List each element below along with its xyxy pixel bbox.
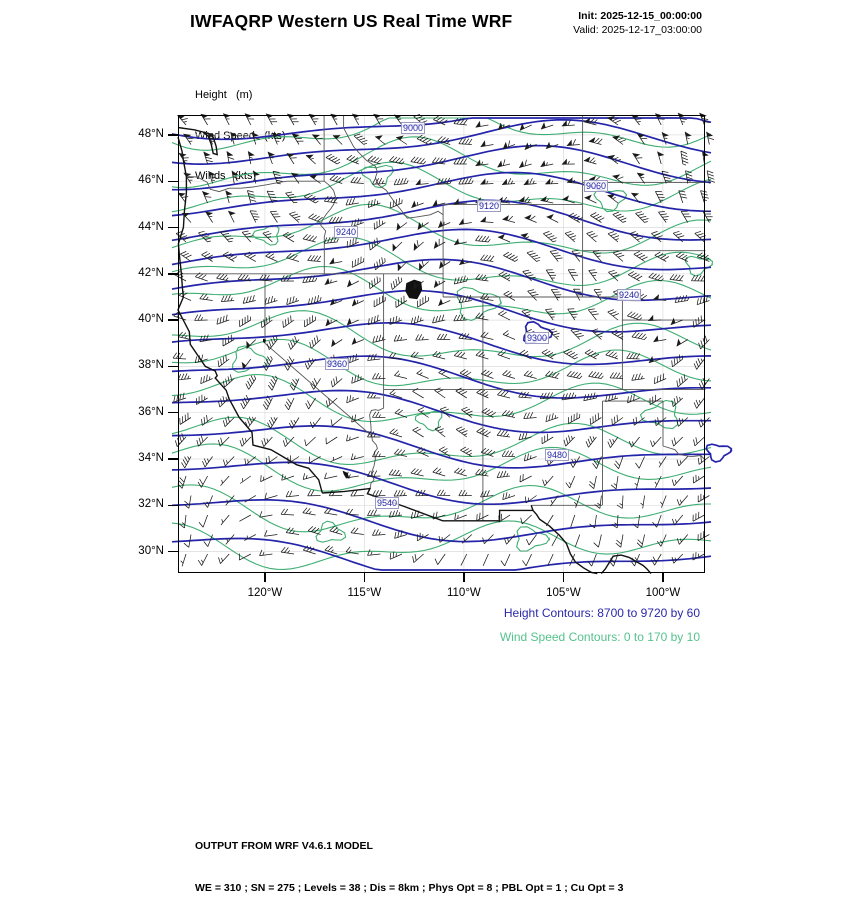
legend-wind-speed: Wind Speed (kts) (195, 129, 286, 142)
page-title: IWFAQRP Western US Real Time WRF (190, 11, 513, 31)
height-contour-label: 9240 (335, 227, 357, 237)
height-contour-label: 9360 (326, 359, 348, 369)
lon-tick (563, 573, 565, 582)
lat-tick (168, 134, 178, 136)
lat-tick-label: 30°N (138, 544, 164, 557)
lat-tick (168, 319, 178, 321)
lat-tick-label: 42°N (138, 266, 164, 279)
lat-tick (168, 551, 178, 553)
lon-tick (264, 573, 266, 582)
lon-tick (463, 573, 465, 582)
valid-time: Valid: 2025-12-17_03:00:00 (573, 24, 702, 36)
lat-tick-label: 48°N (138, 127, 164, 140)
lat-tick-label: 36°N (138, 405, 164, 418)
lon-tick-label: 105°W (546, 587, 581, 599)
lon-tick-label: 120°W (247, 587, 283, 599)
lon-tick-label: 100°W (645, 587, 681, 599)
lat-tick-label: 38°N (138, 359, 164, 372)
lat-tick (168, 458, 178, 460)
height-contour-label: 9000 (402, 123, 424, 133)
footer-model-line: OUTPUT FROM WRF V4.6.1 MODEL (195, 840, 373, 852)
height-contour-label: 9300 (526, 333, 548, 343)
lat-tick (168, 366, 178, 368)
height-contour-label: 9480 (546, 450, 568, 460)
lat-tick (168, 273, 178, 275)
model-footer (195, 811, 623, 923)
wind-speed-contour-note: Wind Speed Contours: 0 to 170 by 10 (499, 630, 700, 644)
lat-tick-label: 46°N (138, 174, 164, 187)
height-contour-note: Height Contours: 8700 to 9720 by 60 (503, 606, 700, 620)
lat-tick (168, 181, 178, 183)
lon-tick-label: 110°W (446, 587, 481, 599)
lat-tick-label: 40°N (138, 313, 164, 326)
legend-winds: Winds (kts) (195, 170, 257, 182)
height-contour-label: 9240 (618, 290, 640, 300)
lat-tick (168, 505, 178, 507)
height-contour-label: 9540 (376, 498, 398, 508)
lat-tick-label: 34°N (138, 452, 164, 464)
map-frame (178, 115, 705, 573)
lat-tick-label: 32°N (138, 498, 164, 511)
init-time: Init: 2025-12-15_00:00:00 (578, 10, 702, 22)
lon-tick (364, 573, 366, 582)
height-contour-label: 9120 (478, 201, 500, 211)
height-contour-label: 9060 (585, 181, 607, 191)
run-times (573, 9, 702, 37)
legend-height: Height (m) (195, 89, 253, 101)
footer-config-line: WE = 310 ; SN = 275 ; Levels = 38 ; Dis = 8km ; Phys Opt = 8 ; PBL Opt = 1 ; Cu Opt = 3 (195, 882, 624, 894)
lon-tick (662, 573, 664, 582)
lat-tick-label: 44°N (138, 220, 164, 233)
lat-tick (168, 227, 178, 229)
lat-tick (168, 412, 178, 414)
lon-tick-label: 115°W (347, 587, 382, 599)
